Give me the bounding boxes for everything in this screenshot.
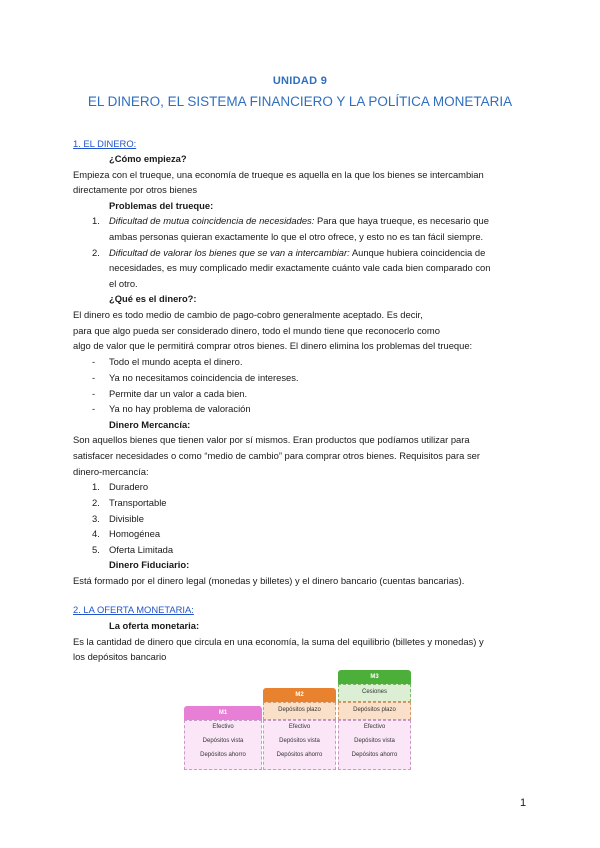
fiat-money-title: Dinero Fiduciario: [109, 559, 190, 570]
m3-row: Efectivo [363, 724, 386, 730]
bullet-mark: - [92, 372, 96, 383]
commodity-money-title: Dinero Mercancía: [109, 419, 191, 430]
m3-header: M3 [338, 670, 411, 684]
question-what-is: ¿Qué es el dinero?: [109, 293, 197, 304]
problem-text: Aunque hubiera coincidencia de [349, 247, 486, 258]
m1-row: Depósitos ahorro [200, 752, 246, 758]
list-number: 1. [92, 215, 100, 226]
section1-heading[interactable]: 1. EL DINERO: [73, 138, 137, 149]
m1-header: M1 [184, 706, 262, 720]
list-item-cont: el otro. [109, 278, 138, 289]
list-item-cont: necesidades, es muy complicado medir exactamente cuánto vale cada bien comparado con [109, 262, 491, 273]
bullet-mark: - [92, 356, 96, 367]
list-item [109, 247, 485, 259]
paragraph-line: Son aquellos bienes que tienen valor por sí mismos. Eran productos que podíamos utilizar para [73, 434, 470, 445]
list-item: Oferta Limitada [109, 544, 174, 555]
list-item-cont: ambas personas quieran exactamente lo que el otro ofrece, y esto no es tan fácil siempre. [109, 231, 484, 242]
paragraph-line: dinero-mercancía: [73, 466, 149, 477]
bullet-mark: - [92, 403, 96, 414]
document-title: EL DINERO, EL SISTEMA FINANCIERO Y LA POLÍTICA MONETARIA [87, 94, 513, 109]
bullet-mark: - [92, 388, 96, 399]
m3-top2-label: Depósitos plazo [353, 707, 396, 713]
money-supply-subtitle: La oferta monetaria: [109, 620, 200, 631]
problem-text: Para que haya trueque, es necesario que [314, 215, 489, 226]
paragraph-line: directamente por otros bienes [73, 184, 198, 195]
problem-lead: Dificultad de mutua coincidencia de necesidades: [109, 215, 315, 226]
list-item [109, 215, 489, 227]
paragraph-line: Es la cantidad de dinero que circula en una economía, la suma del equilibrio (billetes y monedas) y [73, 636, 484, 647]
question-how-starts: ¿Cómo empieza? [109, 153, 187, 164]
paragraph-line: Está formado por el dinero legal (monedas y billetes) y el dinero bancario (cuentas bancarias). [73, 575, 465, 586]
paragraph-line: algo de valor que le permitirá comprar otros bienes. El dinero elimina los problemas del trueque: [73, 340, 473, 351]
m3-row: Depósitos ahorro [351, 752, 398, 758]
bullet-item: Todo el mundo acepta el dinero. [109, 356, 243, 367]
bullet-item: Permite dar un valor a cada bien. [109, 388, 248, 399]
paragraph-line: para que algo pueda ser considerado dinero, todo el mundo tiene que reconocerlo como [73, 325, 440, 336]
list-number: 4. [92, 528, 100, 539]
m2-row: Depósitos ahorro [276, 752, 323, 758]
paragraph-line: los depósitos bancario [73, 651, 167, 662]
unit-title: UNIDAD 9 [272, 75, 328, 87]
list-number: 1. [92, 481, 100, 492]
m3-top1-label: Cesiones [361, 689, 387, 695]
list-item: Transportable [109, 497, 167, 508]
m2-header: M2 [263, 688, 336, 702]
m1-row: Efectivo [212, 724, 234, 730]
m2-row: Efectivo [288, 724, 311, 730]
list-item: Divisible [109, 513, 144, 524]
list-item: Duradero [109, 481, 149, 492]
list-item: Homogénea [109, 528, 161, 539]
problem-lead: Dificultad de valorar los bienes que se van a intercambiar: [109, 247, 350, 258]
bullet-item: Ya no hay problema de valoración [109, 403, 251, 414]
list-number: 3. [92, 513, 100, 524]
m2-row: Depósitos vista [279, 738, 320, 744]
m2-top-label: Depósitos plazo [278, 707, 321, 713]
section2-heading[interactable]: 2. LA OFERTA MONETARIA: [73, 604, 194, 615]
m3-row: Depósitos vista [354, 738, 395, 744]
list-number: 5. [92, 544, 100, 555]
paragraph-line: Empieza con el trueque, una economía de trueque es aquella en la que los bienes se intercambian [73, 169, 484, 180]
problems-title: Problemas del trueque: [109, 200, 214, 211]
page-number: 1 [520, 797, 527, 809]
list-number: 2. [92, 497, 100, 508]
list-number: 2. [92, 247, 100, 258]
paragraph-line: satisfacer necesidades o como “medio de cambio” para comprar otros bienes. Requisitos para ser [73, 450, 480, 461]
paragraph-line: El dinero es todo medio de cambio de pago-cobro generalmente aceptado. Es decir, [73, 309, 423, 320]
bullet-item: Ya no necesitamos coincidencia de intereses. [109, 372, 299, 383]
m1-row: Depósitos vista [202, 738, 244, 744]
